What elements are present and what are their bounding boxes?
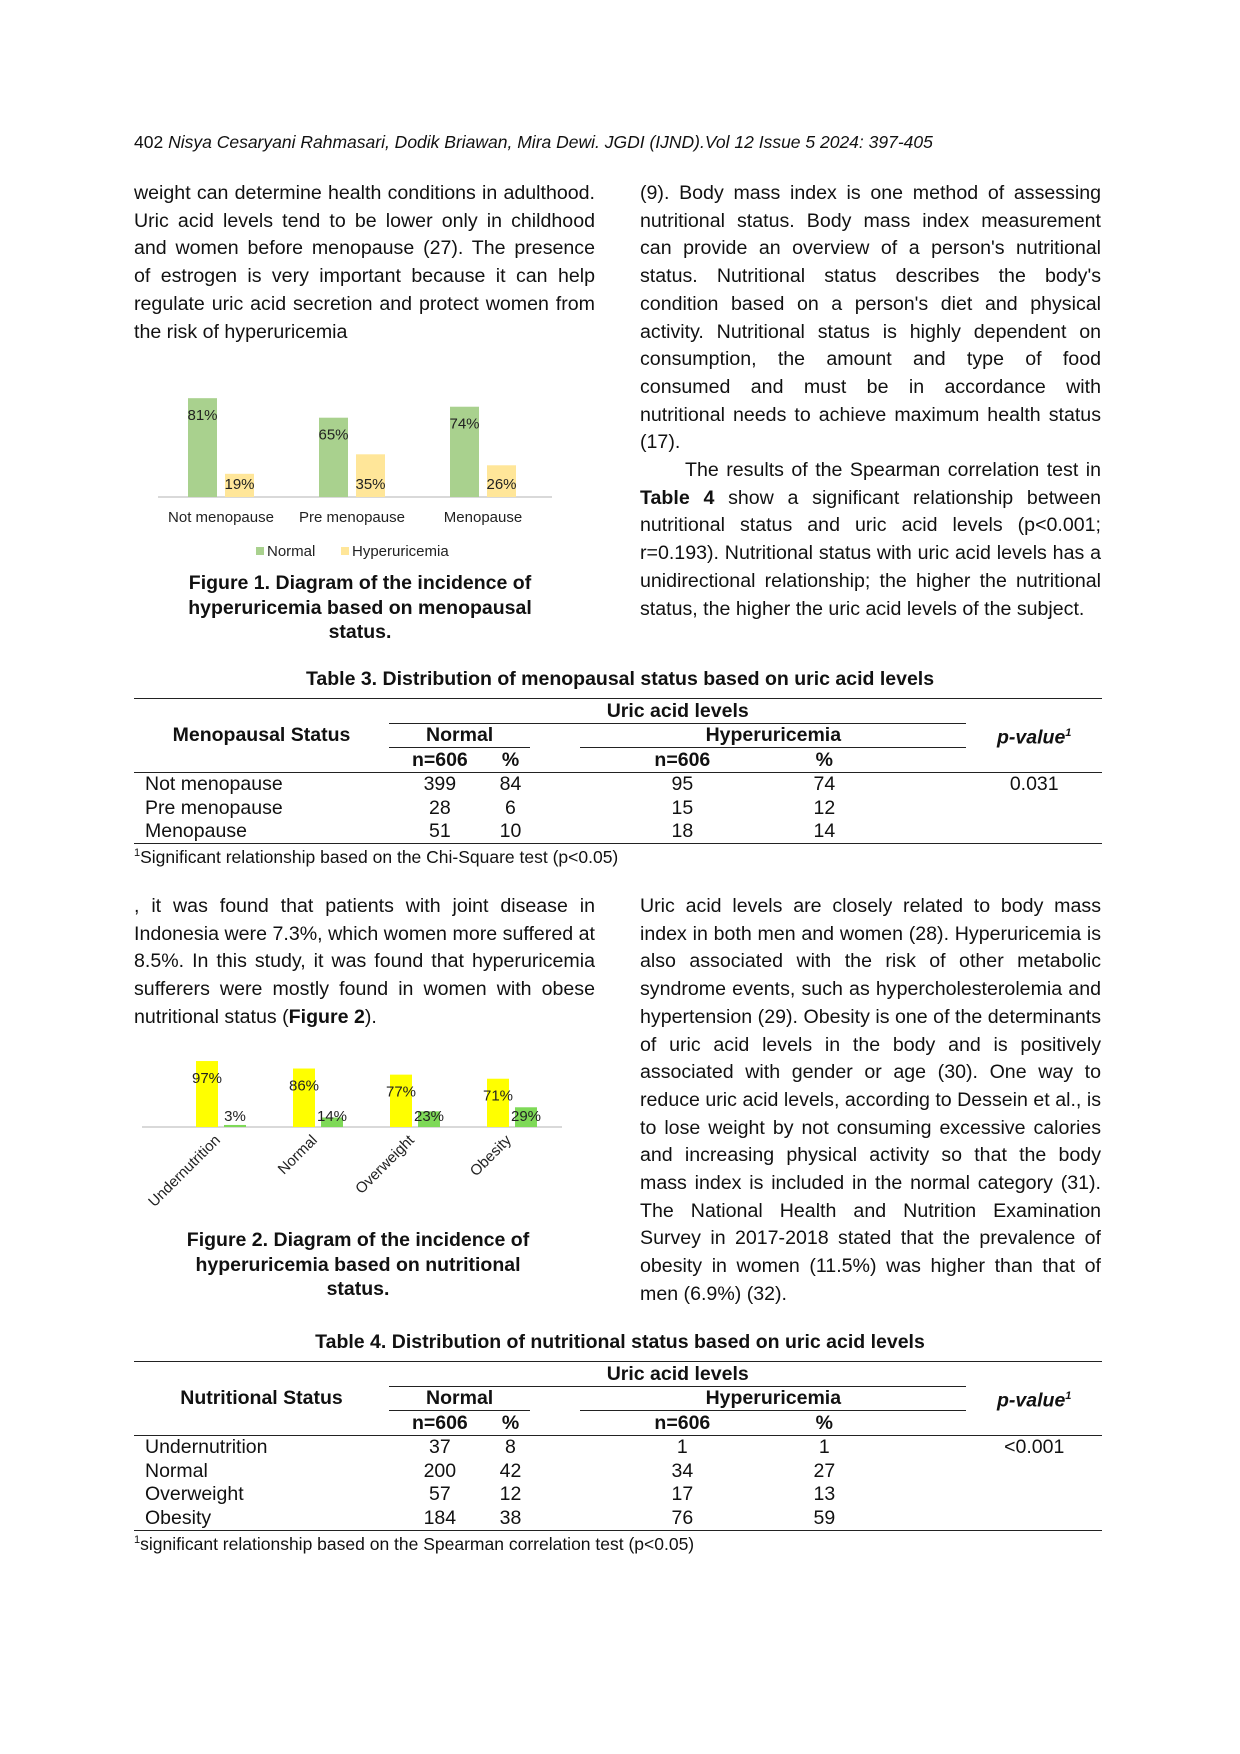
p-value-header (966, 1362, 1102, 1436)
normal-n: 184 (423, 1506, 457, 1529)
p-value (966, 820, 1102, 844)
figure-1-chart (150, 385, 570, 575)
hyper-pct: 13 (813, 1483, 836, 1506)
row-label: Not menopause (145, 773, 283, 796)
p-value (966, 1506, 1102, 1530)
p-value (966, 1483, 1102, 1507)
normal-pct: 8 (505, 1436, 516, 1459)
n-header: n=606 (411, 748, 468, 771)
data-label: 3% (224, 1108, 246, 1125)
table-4-title: Table 4. Distribution of nutritional status based on uric acid levels (315, 1331, 925, 1353)
hyper-pct: 27 (813, 1459, 836, 1482)
hyper-header: Hyperuricemia (580, 723, 966, 748)
hyper-pct: 74 (813, 773, 836, 796)
hyper-cells (530, 1459, 966, 1483)
p-value: 0.031 (1009, 773, 1059, 796)
normal-pct: 12 (499, 1483, 522, 1506)
right-column-text-1 (640, 180, 1101, 623)
footnote-marker: 1 (1065, 727, 1072, 739)
category-label: Pre menopause (299, 509, 405, 526)
hyper-subheaders (530, 748, 966, 773)
hyper-n: 34 (671, 1459, 694, 1482)
hyper-pct: 1 (818, 1436, 830, 1459)
data-label: 26% (486, 476, 517, 493)
hyper-n: 1 (676, 1436, 688, 1459)
table-3-title: Table 3. Distribution of menopausal status based on uric acid levels (305, 668, 935, 690)
data-label: 35% (355, 476, 386, 493)
normal-header: Normal (389, 1386, 530, 1411)
category-label: Obesity (466, 1131, 515, 1180)
category-label: Normal (274, 1131, 321, 1179)
category-label: Menopause (443, 509, 523, 526)
table-row (134, 772, 1102, 796)
legend-label: Normal (267, 543, 316, 560)
paragraph: weight can determine health conditions in adulthood. Uric acid levels tend to be lower only in childhood and women before menopause (27). The presence of estrogen is very important because it can help regulate uric acid secretion and protect women from the risk of hyperuricemia (134, 182, 595, 343)
table-row (134, 1483, 1102, 1507)
p-value-label: p-value (997, 726, 1066, 749)
hyper-n: 17 (671, 1483, 694, 1506)
footnote-text: significant relationship based on the Spearman correlation test (p<0.05) (140, 1534, 695, 1554)
table-reference: Table 4 (640, 486, 715, 509)
normal-n: 28 (429, 796, 451, 819)
group-header: Uric acid levels (389, 699, 966, 724)
figure-2-chart (140, 1050, 580, 1240)
normal-header: Normal (389, 723, 530, 748)
table-3 (134, 698, 1102, 844)
legend-label: Hyperuricemia (352, 543, 449, 560)
hyper-cells (530, 772, 966, 796)
hyper-pct: 14 (813, 820, 836, 843)
data-label: 74% (449, 415, 480, 433)
table-row (134, 796, 1102, 820)
bar-normal-2 (390, 1075, 412, 1127)
normal-pct: 84 (499, 773, 522, 796)
table-row (134, 1435, 1102, 1459)
text: , it was found that patients with joint disease in Indonesia were 7.3%, which women more suffered at 8.5%. In this study, it was found that hyperuricemia sufferers were mostly found in women with obese nutritional status ( (134, 895, 595, 1028)
data-label: 14% (316, 1108, 348, 1125)
paragraph (640, 457, 1101, 623)
hyper-cells (530, 1435, 966, 1459)
normal-n: 37 (429, 1436, 451, 1459)
bar-hyperuricemia-0 (224, 1125, 246, 1127)
text: ). (364, 1005, 377, 1028)
normal-pct: 38 (499, 1506, 522, 1529)
row-label: Overweight (145, 1483, 244, 1506)
category-label: Undernutrition (145, 1131, 224, 1211)
p-value (966, 1459, 1102, 1483)
data-label: 71% (482, 1087, 514, 1105)
hyper-n: 15 (671, 796, 694, 819)
data-label: 81% (187, 407, 218, 425)
text: The results of the Spearman correlation test in (685, 459, 1101, 482)
p-value: <0.001 (1004, 1436, 1065, 1459)
normal-n: 200 (423, 1459, 457, 1482)
pct-header: % (815, 1411, 834, 1434)
legend-swatch (256, 547, 264, 555)
data-label: 19% (224, 476, 255, 493)
group-header: Uric acid levels (389, 1362, 966, 1387)
hyper-pct: 12 (813, 796, 836, 819)
figure-2-caption: Figure 2. Diagram of the incidence of hyperuricemia based on nutritional status. (186, 1229, 530, 1300)
footnote-marker: 1 (134, 847, 141, 860)
n-header: n=606 (411, 1411, 468, 1434)
hyper-cells (530, 1483, 966, 1507)
hyper-n: 76 (671, 1506, 694, 1529)
n-header: n=606 (654, 748, 711, 771)
footnote-marker: 1 (134, 1534, 141, 1547)
table-3-footnote (134, 847, 618, 868)
table-4 (134, 1361, 1102, 1531)
normal-pct: 6 (505, 796, 516, 819)
pct-header: % (501, 1411, 520, 1434)
row-label: Pre menopause (145, 796, 283, 819)
running-header (134, 132, 933, 153)
figure-reference: Figure 2 (288, 1005, 365, 1028)
hyper-pct: 59 (813, 1506, 836, 1529)
data-label: 23% (413, 1108, 445, 1125)
table-row (134, 1506, 1102, 1530)
hyper-n: 95 (671, 773, 694, 796)
p-value-label: p-value (997, 1389, 1066, 1412)
left-column-text-1 (134, 180, 595, 346)
table-row (134, 1459, 1102, 1483)
hyper-header: Hyperuricemia (580, 1386, 966, 1411)
hyper-n: 18 (671, 820, 694, 843)
paragraph: (9). Body mass index is one method of assessing nutritional status. Body mass index measurement can provide an overview of a person's nutritional status. Nutritional status describes the body's condition based on a person's diet and physical activity. Nutritional status is highly dependent on consumption, the amount and type of food consumed and must be in accordance with nutritional needs to achieve maximum health status (17). (640, 182, 1101, 454)
table-row (134, 820, 1102, 844)
header-citation: Nisya Cesaryani Rahmasari, Dodik Briawan, Mira Dewi. JGDI (IJND).Vol 12 Issue 5 2024: 397-405 (168, 132, 933, 152)
pct-header: % (501, 748, 520, 771)
left-column-text-2 (134, 893, 595, 1032)
p-value (966, 796, 1102, 820)
paragraph (134, 893, 595, 1032)
row-label: Undernutrition (145, 1436, 268, 1459)
pct-header: % (815, 748, 834, 771)
normal-pct: 42 (499, 1459, 522, 1482)
row-label: Normal (145, 1459, 208, 1482)
figure-1-caption: Figure 1. Diagram of the incidence of hyperuricemia based on menopausal status. (188, 572, 532, 643)
hyper-cells (530, 796, 966, 820)
hyper-cells (530, 1506, 966, 1530)
table-4-footnote (134, 1534, 694, 1555)
right-column-text-2 (640, 893, 1101, 1309)
paragraph: Uric acid levels are closely related to body mass index in both men and women (28). Hyperuricemia is also associated with the risk of other metabolic syndrome events, such as hypercholesterolemia and hypertension (29). Obesity is one of the determinants of uric acid levels in the body and is positively associated with gender or age (30). One way to reduce uric acid levels, according to Dessein et al., is to lose weight by not consuming excessive calories and increasing physical activity so that the body mass index is included in the normal category (31). The National Health and Nutrition Examination Survey in 2017-2018 stated that the prevalence of obesity in women (11.5%) was higher than that of men (6.9%) (32). (640, 895, 1101, 1305)
category-label: Not menopause (168, 509, 274, 526)
hyper-cells (530, 820, 966, 844)
row-label: Menopause (145, 820, 247, 843)
normal-n: 51 (429, 820, 451, 843)
normal-pct: 10 (499, 820, 522, 843)
category-label: Overweight (352, 1131, 418, 1198)
legend-swatch (341, 547, 349, 555)
row-label: Obesity (145, 1506, 212, 1529)
data-label: 86% (288, 1077, 320, 1095)
hyper-subheaders (530, 1411, 966, 1436)
p-value-header (966, 699, 1102, 773)
text: show a significant relationship between nutritional status and uric acid levels (p<0.001; r=0.193). Nutritional status with uric acid levels has a unidirectional relationship; the higher the nutritional status, the higher the uric acid levels of the subject. (640, 486, 1101, 620)
data-label: 97% (191, 1070, 223, 1088)
data-label: 77% (385, 1083, 417, 1101)
page-number: 402 (134, 132, 164, 152)
data-label: 29% (510, 1108, 542, 1125)
data-label: 65% (318, 426, 349, 444)
footnote-text: Significant relationship based on the Chi-Square test (p<0.05) (140, 847, 619, 867)
row-header: Menopausal Status (172, 724, 351, 747)
footnote-marker: 1 (1065, 1390, 1072, 1402)
normal-n: 399 (423, 773, 457, 796)
normal-n: 57 (429, 1483, 451, 1506)
row-header: Nutritional Status (180, 1387, 343, 1410)
n-header: n=606 (654, 1411, 711, 1434)
